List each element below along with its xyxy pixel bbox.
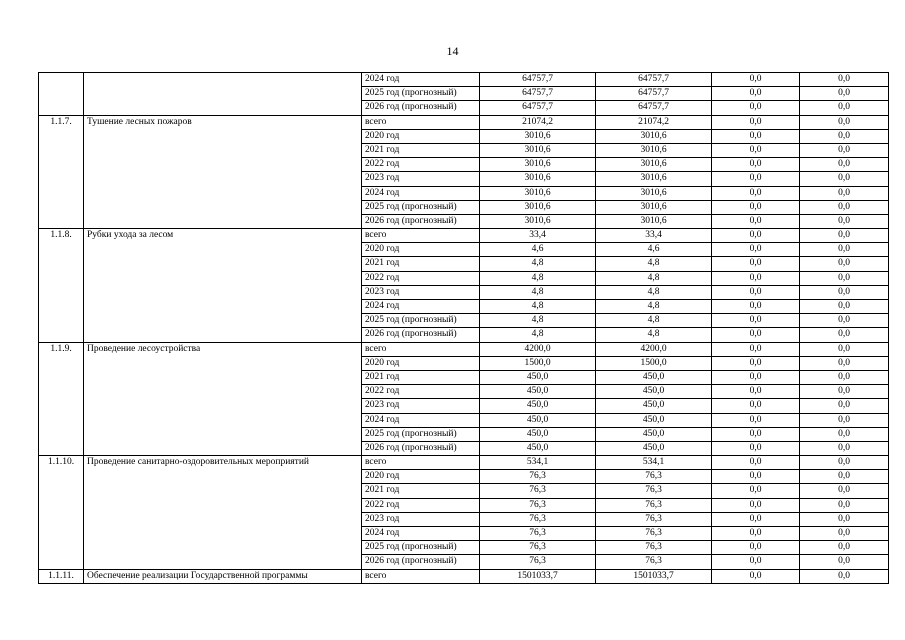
budget-value: 3010,6: [596, 172, 712, 186]
federal-value: 0,0: [712, 441, 800, 455]
other-value: 0,0: [800, 484, 889, 498]
other-value: 0,0: [800, 300, 889, 314]
other-value: 0,0: [800, 370, 889, 384]
item-number: [39, 73, 84, 116]
period-cell: 2023 год: [362, 512, 480, 526]
period-cell: 2021 год: [362, 370, 480, 384]
total-value: 4,8: [480, 328, 596, 342]
total-value: 76,3: [480, 484, 596, 498]
budget-table: [38, 72, 889, 584]
period-cell: 2026 год (прогнозный): [362, 328, 480, 342]
budget-value: 450,0: [596, 399, 712, 413]
other-value: 0,0: [800, 356, 889, 370]
federal-value: 0,0: [712, 314, 800, 328]
federal-value: 0,0: [712, 470, 800, 484]
other-value: 0,0: [800, 143, 889, 157]
other-value: 0,0: [800, 285, 889, 299]
period-cell: 2025 год (прогнозный): [362, 427, 480, 441]
federal-value: 0,0: [712, 300, 800, 314]
period-cell: 2026 год (прогнозный): [362, 555, 480, 569]
budget-value: 4,8: [596, 300, 712, 314]
federal-value: 0,0: [712, 328, 800, 342]
budget-value: 450,0: [596, 370, 712, 384]
federal-value: 0,0: [712, 200, 800, 214]
item-name: Проведение санитарно-оздоровительных мероприятий: [84, 456, 362, 570]
item-name: [84, 73, 362, 116]
total-value: 3010,6: [480, 158, 596, 172]
budget-value: 3010,6: [596, 158, 712, 172]
period-cell: 2022 год: [362, 385, 480, 399]
federal-value: 0,0: [712, 385, 800, 399]
other-value: 0,0: [800, 314, 889, 328]
total-value: 450,0: [480, 427, 596, 441]
item-number: 1.1.7.: [39, 115, 84, 229]
federal-value: 0,0: [712, 214, 800, 228]
budget-value: 450,0: [596, 385, 712, 399]
total-value: 76,3: [480, 541, 596, 555]
federal-value: 0,0: [712, 569, 800, 583]
other-value: 0,0: [800, 413, 889, 427]
table-row: [39, 456, 889, 470]
budget-value: 450,0: [596, 413, 712, 427]
other-value: 0,0: [800, 243, 889, 257]
period-cell: 2022 год: [362, 158, 480, 172]
other-value: 0,0: [800, 427, 889, 441]
budget-value: 534,1: [596, 456, 712, 470]
total-value: 3010,6: [480, 143, 596, 157]
period-cell: 2022 год: [362, 271, 480, 285]
federal-value: 0,0: [712, 370, 800, 384]
other-value: 0,0: [800, 569, 889, 583]
federal-value: 0,0: [712, 143, 800, 157]
federal-value: 0,0: [712, 498, 800, 512]
period-cell: всего: [362, 115, 480, 129]
federal-value: 0,0: [712, 356, 800, 370]
budget-value: 3010,6: [596, 186, 712, 200]
total-value: 4,8: [480, 300, 596, 314]
period-cell: 2024 год: [362, 300, 480, 314]
other-value: 0,0: [800, 512, 889, 526]
other-value: 0,0: [800, 73, 889, 87]
budget-value: 4,8: [596, 314, 712, 328]
period-cell: 2024 год: [362, 413, 480, 427]
total-value: 64757,7: [480, 101, 596, 115]
other-value: 0,0: [800, 441, 889, 455]
period-cell: 2024 год: [362, 527, 480, 541]
item-name: Рубки ухода за лесом: [84, 229, 362, 343]
period-cell: 2021 год: [362, 143, 480, 157]
page-number: 14: [446, 44, 459, 58]
budget-value: 450,0: [596, 441, 712, 455]
federal-value: 0,0: [712, 555, 800, 569]
federal-value: 0,0: [712, 271, 800, 285]
other-value: 0,0: [800, 87, 889, 101]
other-value: 0,0: [800, 229, 889, 243]
period-cell: 2025 год (прогнозный): [362, 541, 480, 555]
federal-value: 0,0: [712, 484, 800, 498]
budget-value: 76,3: [596, 512, 712, 526]
budget-value: 76,3: [596, 555, 712, 569]
federal-value: 0,0: [712, 427, 800, 441]
period-cell: 2025 год (прогнозный): [362, 314, 480, 328]
total-value: 76,3: [480, 498, 596, 512]
federal-value: 0,0: [712, 73, 800, 87]
period-cell: 2025 год (прогнозный): [362, 87, 480, 101]
total-value: 4,8: [480, 257, 596, 271]
other-value: 0,0: [800, 257, 889, 271]
budget-value: 4,8: [596, 328, 712, 342]
federal-value: 0,0: [712, 129, 800, 143]
budget-value: 33,4: [596, 229, 712, 243]
other-value: 0,0: [800, 470, 889, 484]
period-cell: всего: [362, 229, 480, 243]
federal-value: 0,0: [712, 541, 800, 555]
item-number: 1.1.11.: [39, 569, 84, 583]
federal-value: 0,0: [712, 115, 800, 129]
total-value: 4200,0: [480, 342, 596, 356]
other-value: 0,0: [800, 498, 889, 512]
federal-value: 0,0: [712, 413, 800, 427]
other-value: 0,0: [800, 129, 889, 143]
other-value: 0,0: [800, 115, 889, 129]
total-value: 3010,6: [480, 200, 596, 214]
total-value: 450,0: [480, 370, 596, 384]
period-cell: 2021 год: [362, 484, 480, 498]
federal-value: 0,0: [712, 285, 800, 299]
budget-value: 76,3: [596, 541, 712, 555]
table-row: [39, 73, 889, 87]
total-value: 21074,2: [480, 115, 596, 129]
period-cell: всего: [362, 456, 480, 470]
total-value: 450,0: [480, 441, 596, 455]
period-cell: 2021 год: [362, 257, 480, 271]
federal-value: 0,0: [712, 243, 800, 257]
period-cell: 2023 год: [362, 285, 480, 299]
other-value: 0,0: [800, 541, 889, 555]
federal-value: 0,0: [712, 101, 800, 115]
total-value: 64757,7: [480, 73, 596, 87]
budget-value: 1500,0: [596, 356, 712, 370]
total-value: 76,3: [480, 527, 596, 541]
total-value: 450,0: [480, 385, 596, 399]
total-value: 4,6: [480, 243, 596, 257]
item-number: 1.1.8.: [39, 229, 84, 343]
total-value: 76,3: [480, 512, 596, 526]
item-name: Обеспечение реализации Государственной программы: [84, 569, 362, 583]
item-number: 1.1.10.: [39, 456, 84, 570]
budget-value: 64757,7: [596, 101, 712, 115]
total-value: 3010,6: [480, 186, 596, 200]
budget-value: 450,0: [596, 427, 712, 441]
budget-value: 76,3: [596, 498, 712, 512]
item-name: Тушение лесных пожаров: [84, 115, 362, 229]
federal-value: 0,0: [712, 456, 800, 470]
federal-value: 0,0: [712, 527, 800, 541]
item-name: Проведение лесоустройства: [84, 342, 362, 456]
federal-value: 0,0: [712, 229, 800, 243]
total-value: 1500,0: [480, 356, 596, 370]
budget-value: 76,3: [596, 470, 712, 484]
total-value: 450,0: [480, 399, 596, 413]
other-value: 0,0: [800, 271, 889, 285]
federal-value: 0,0: [712, 342, 800, 356]
budget-value: 1501033,7: [596, 569, 712, 583]
other-value: 0,0: [800, 456, 889, 470]
budget-value: 64757,7: [596, 73, 712, 87]
period-cell: 2026 год (прогнозный): [362, 214, 480, 228]
federal-value: 0,0: [712, 186, 800, 200]
budget-value: 3010,6: [596, 129, 712, 143]
federal-value: 0,0: [712, 512, 800, 526]
federal-value: 0,0: [712, 257, 800, 271]
total-value: 3010,6: [480, 129, 596, 143]
item-number: 1.1.9.: [39, 342, 84, 456]
total-value: 3010,6: [480, 172, 596, 186]
period-cell: 2026 год (прогнозный): [362, 101, 480, 115]
total-value: 64757,7: [480, 87, 596, 101]
budget-value: 4,6: [596, 243, 712, 257]
period-cell: 2023 год: [362, 399, 480, 413]
budget-value: 4,8: [596, 285, 712, 299]
other-value: 0,0: [800, 172, 889, 186]
period-cell: 2020 год: [362, 129, 480, 143]
federal-value: 0,0: [712, 87, 800, 101]
period-cell: 2024 год: [362, 186, 480, 200]
budget-value: 3010,6: [596, 214, 712, 228]
total-value: 33,4: [480, 229, 596, 243]
period-cell: 2020 год: [362, 356, 480, 370]
budget-value: 64757,7: [596, 87, 712, 101]
other-value: 0,0: [800, 399, 889, 413]
other-value: 0,0: [800, 527, 889, 541]
other-value: 0,0: [800, 385, 889, 399]
period-cell: 2020 год: [362, 243, 480, 257]
table-body: [39, 73, 889, 584]
period-cell: всего: [362, 342, 480, 356]
federal-value: 0,0: [712, 172, 800, 186]
total-value: 76,3: [480, 555, 596, 569]
total-value: 76,3: [480, 470, 596, 484]
other-value: 0,0: [800, 200, 889, 214]
total-value: 1501033,7: [480, 569, 596, 583]
budget-value: 3010,6: [596, 200, 712, 214]
budget-value: 21074,2: [596, 115, 712, 129]
other-value: 0,0: [800, 555, 889, 569]
period-cell: 2020 год: [362, 470, 480, 484]
other-value: 0,0: [800, 101, 889, 115]
total-value: 450,0: [480, 413, 596, 427]
period-cell: 2026 год (прогнозный): [362, 441, 480, 455]
period-cell: 2024 год: [362, 73, 480, 87]
total-value: 4,8: [480, 314, 596, 328]
other-value: 0,0: [800, 328, 889, 342]
budget-value: 4,8: [596, 257, 712, 271]
period-cell: 2025 год (прогнозный): [362, 200, 480, 214]
budget-value: 76,3: [596, 484, 712, 498]
total-value: 4,8: [480, 271, 596, 285]
total-value: 4,8: [480, 285, 596, 299]
federal-value: 0,0: [712, 399, 800, 413]
period-cell: 2022 год: [362, 498, 480, 512]
total-value: 3010,6: [480, 214, 596, 228]
period-cell: 2023 год: [362, 172, 480, 186]
federal-value: 0,0: [712, 158, 800, 172]
other-value: 0,0: [800, 186, 889, 200]
budget-value: 3010,6: [596, 143, 712, 157]
budget-value: 76,3: [596, 527, 712, 541]
budget-value: 4,8: [596, 271, 712, 285]
table-row: [39, 569, 889, 583]
budget-value: 4200,0: [596, 342, 712, 356]
other-value: 0,0: [800, 342, 889, 356]
table-row: [39, 115, 889, 129]
other-value: 0,0: [800, 214, 889, 228]
table-row: [39, 342, 889, 356]
other-value: 0,0: [800, 158, 889, 172]
period-cell: всего: [362, 569, 480, 583]
total-value: 534,1: [480, 456, 596, 470]
table-row: [39, 229, 889, 243]
